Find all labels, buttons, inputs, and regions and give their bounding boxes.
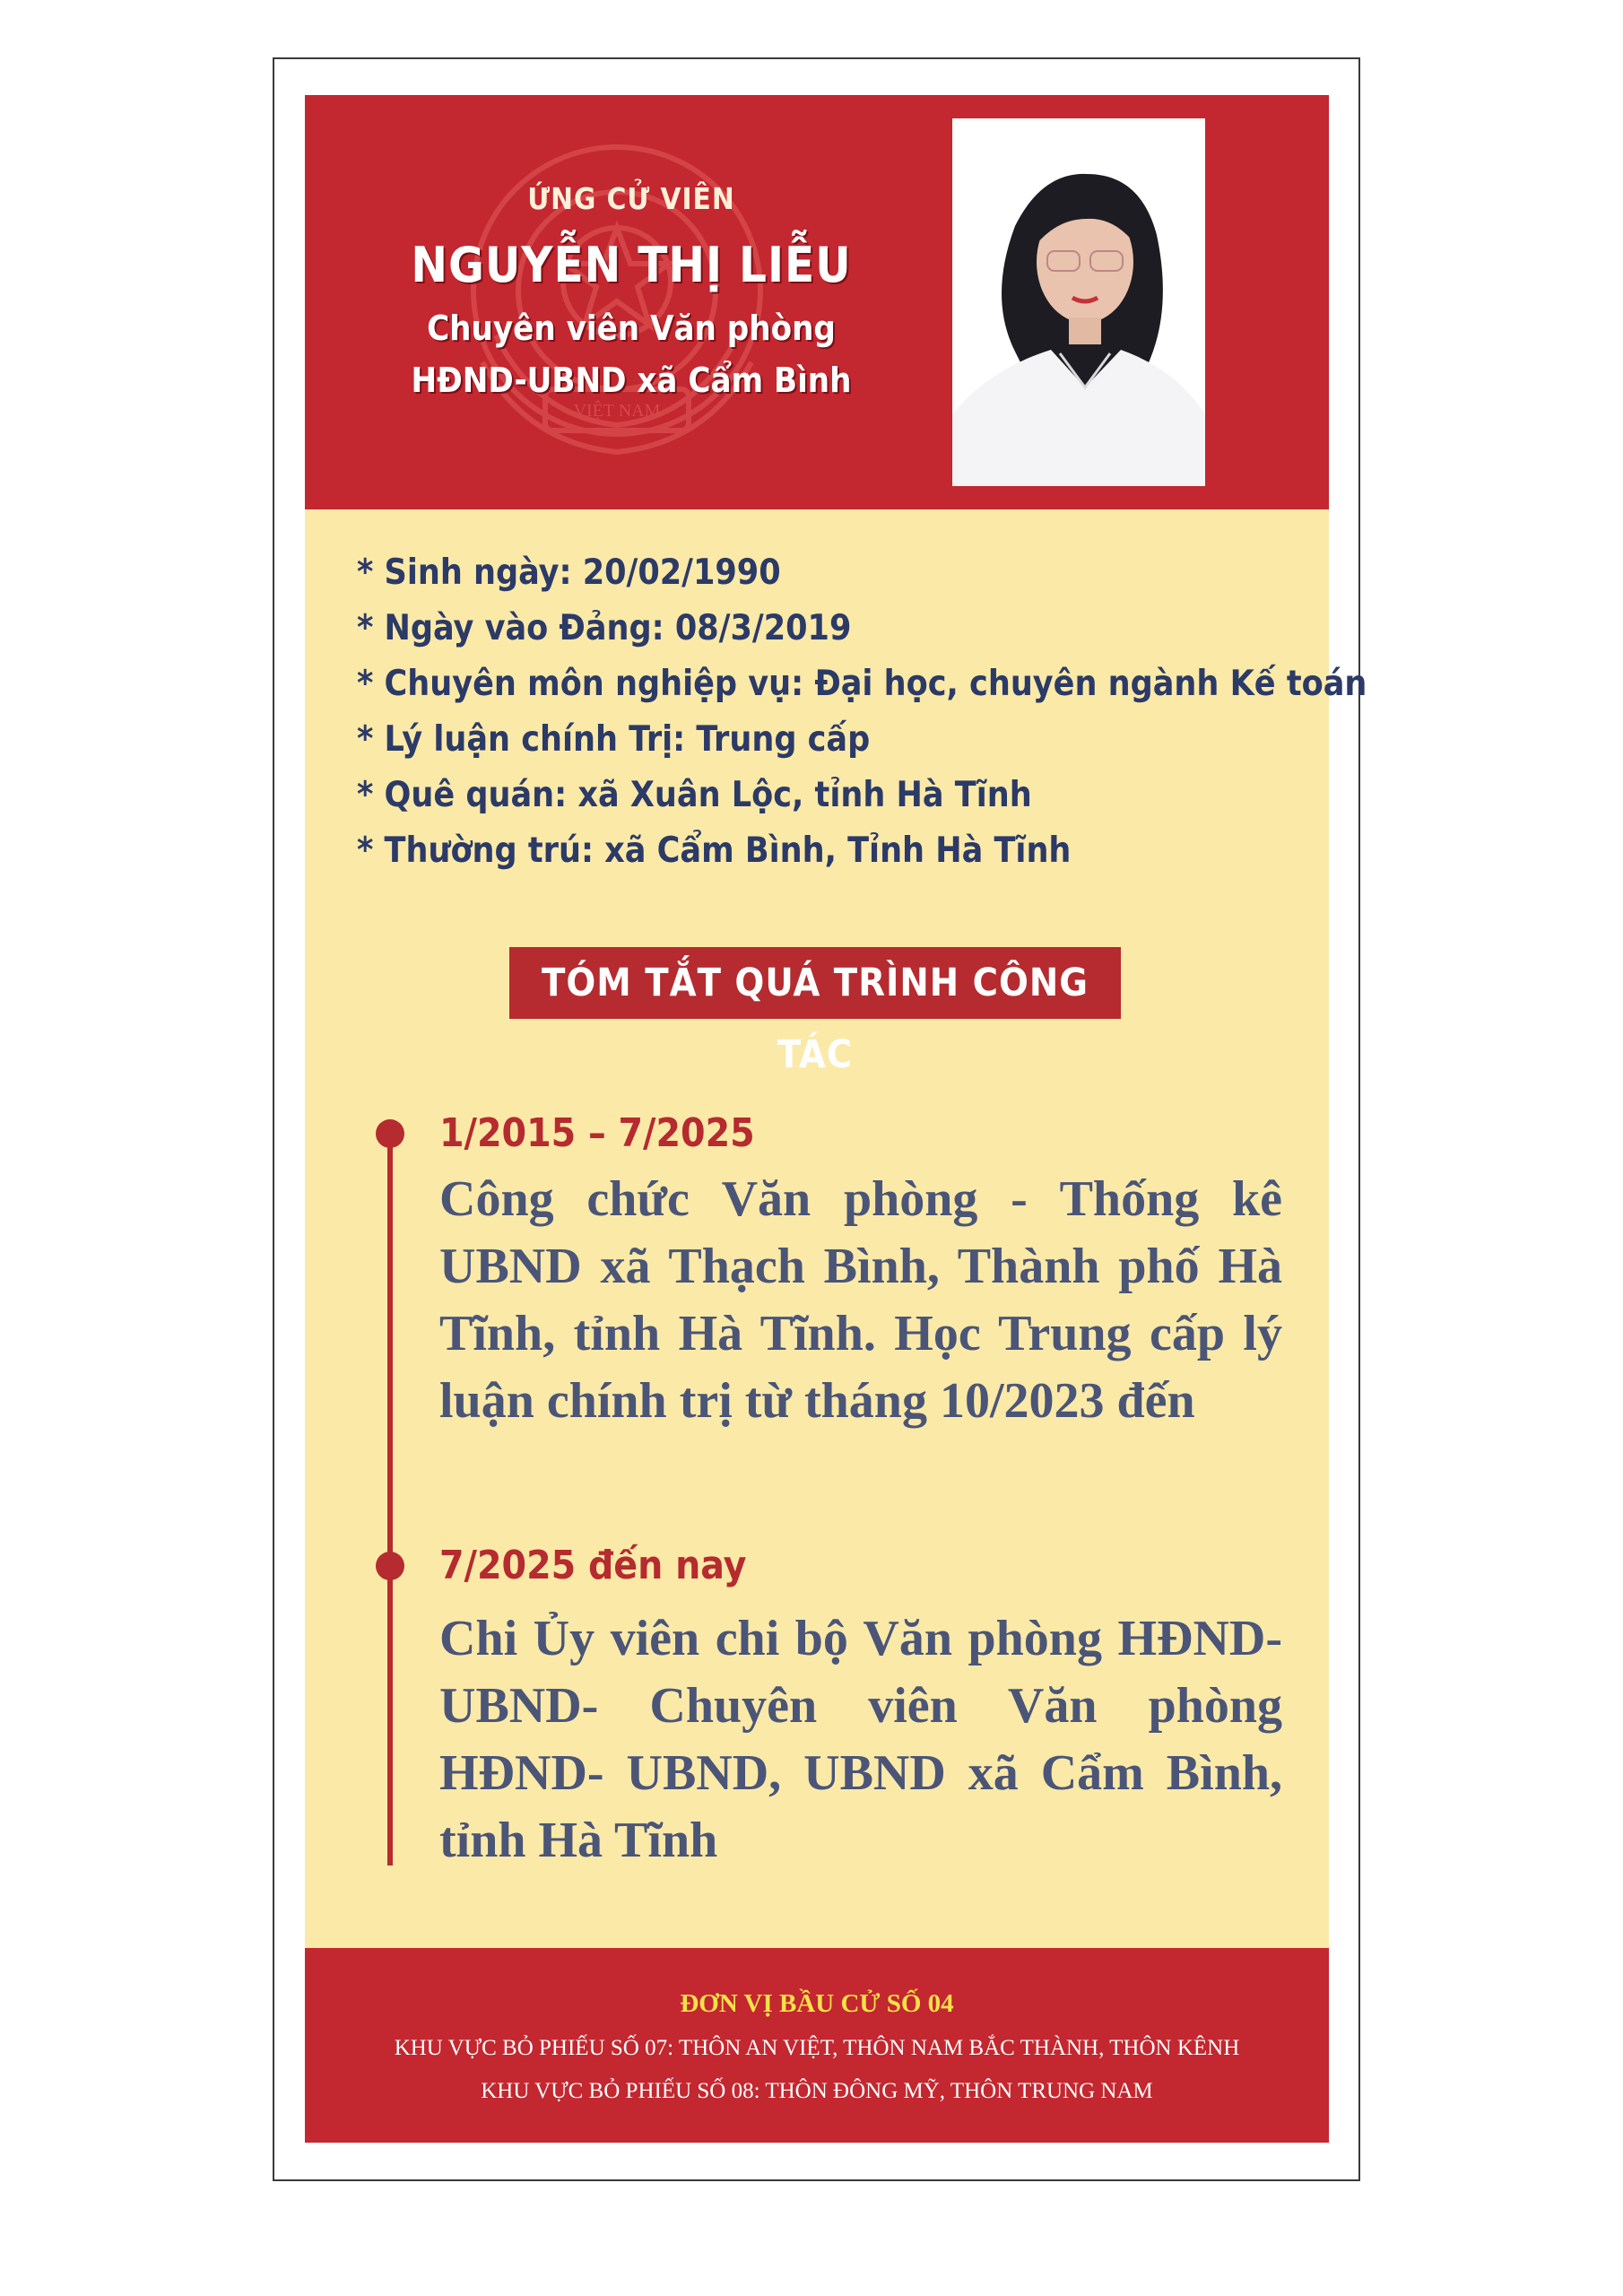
- candidate-info-list: [357, 545, 1367, 879]
- voting-area-07: KHU VỰC BỎ PHIẾU SỐ 07: THÔN AN VIỆT, THÔN NAM BẮC THÀNH, THÔN KÊNH: [394, 2036, 1240, 2060]
- candidate-poster: [305, 95, 1367, 2143]
- timeline-description-1: Công chức Văn phòng - Thống kê UBND xã Thạch Bình, Thành phố Hà Tĩnh, tỉnh Hà Tĩnh. Học Trung cấp lý luận chính trị từ tháng 10/2023 đến: [439, 1171, 1282, 1429]
- electoral-unit: ĐƠN VỊ BẦU CỬ SỐ 04: [680, 1989, 954, 2018]
- emblem-text: VIỆT NAM: [573, 401, 661, 421]
- national-emblem-icon: [447, 129, 787, 470]
- candidate-photo: [952, 118, 1205, 486]
- timeline-period-1: 1/2015 – 7/2025: [439, 1110, 755, 1156]
- timeline-dot: [376, 1119, 404, 1148]
- timeline-period-2: 7/2025 đến nay: [439, 1543, 747, 1588]
- timeline-line: [387, 1128, 393, 1866]
- work-history-title: TÓM TẮT QUÁ TRÌNH CÔNG TÁC: [509, 947, 1121, 1019]
- info-residence: * Thường trú: xã Cẩm Bình, Tỉnh Hà Tĩnh: [357, 831, 1072, 871]
- poster-footer: [305, 1948, 1329, 2143]
- info-hometown: * Quê quán: xã Xuân Lộc, tỉnh Hà Tĩnh: [357, 775, 1032, 815]
- info-professional-qualification: * Chuyên môn nghiệp vụ: Đại học, chuyên ngành Kế toán: [357, 664, 1367, 704]
- timeline-description-2: Chi Ủy viên chi bộ Văn phòng HĐND-UBND- Chuyên viên Văn phòng HĐND- UBND, UBND xã Cẩm Bình, tỉnh Hà Tĩnh: [439, 1611, 1282, 1868]
- candidate-position-line-2: HĐND-UBND xã Cẩm Bình: [411, 361, 852, 400]
- candidate-label: ỨNG CỬ VIÊN: [527, 181, 735, 216]
- candidate-position-line-1: Chuyên viên Văn phòng: [427, 309, 836, 348]
- voting-area-08: KHU VỰC BỎ PHIẾU SỐ 08: THÔN ĐÔNG MỸ, THÔN TRUNG NAM: [481, 2079, 1153, 2103]
- info-birth-date: * Sinh ngày: 20/02/1990: [357, 552, 781, 593]
- info-political-theory: * Lý luận chính Trị: Trung cấp: [357, 719, 871, 760]
- timeline-dot: [376, 1552, 404, 1580]
- info-party-join-date: * Ngày vào Đảng: 08/3/2019: [357, 608, 852, 648]
- candidate-name: NGUYỄN THỊ LIỄU: [411, 237, 852, 293]
- poster-header: [305, 95, 1329, 509]
